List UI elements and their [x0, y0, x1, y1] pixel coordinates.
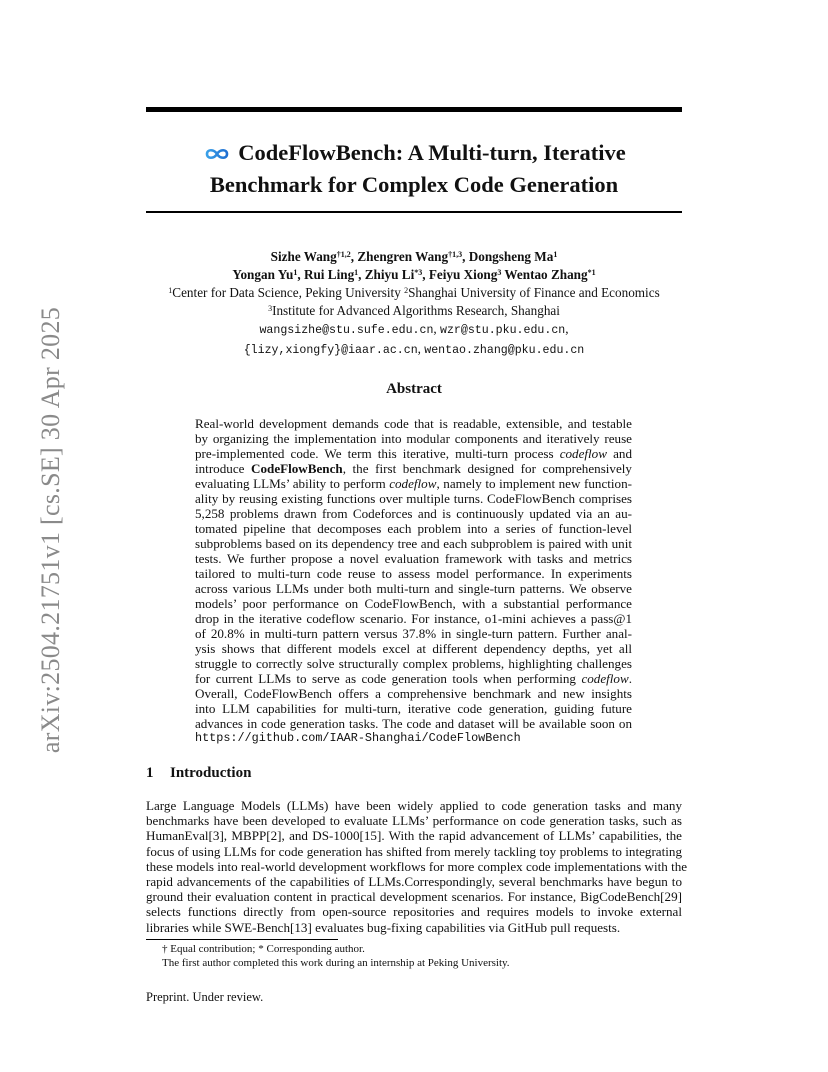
abstract-line: pre-implemented code. We term this iterative, multi-turn process codeflow and — [195, 446, 632, 461]
email-address[interactable]: wentao.zhang@pku.edu.cn — [424, 344, 585, 357]
affiliation: Center for Data Science, Peking University — [172, 285, 401, 300]
introduction-line: these models into real-world development workflows for more complex code implementations with the — [146, 858, 688, 874]
introduction-line: Large Language Models (LLMs) have been widely applied to code generation tasks and many — [146, 798, 682, 813]
infinity-logo-icon — [202, 140, 232, 170]
affiliation: Shanghai University of Finance and Economics — [408, 285, 660, 300]
author-name: Yongan Yu — [232, 267, 294, 282]
abstract-line: models’ poor performance on CodeFlowBench, with a substantial performance — [195, 596, 632, 611]
abstract-line: drop in the iterative codeflow scenario. For instance, o1-mini achieves a pass@1 — [195, 611, 632, 626]
abstract-line: ysis shows that different models excel at different dependency depths, yet all — [195, 641, 632, 656]
section-title: Introduction — [170, 765, 252, 781]
abstract-line: for current LLMs to serve as code generation tools when performing codeflow. — [195, 671, 632, 686]
author-affiliation-mark: *3 — [414, 268, 423, 277]
affiliation-line-1: $^1$Center for Data Science, Peking University $^2$Shanghai University of Finance and Economics — [168, 285, 660, 300]
email-line-2: {lizy,xiongfy}@iaar.ac.cn, wentao.zhang@pku.edu.cn — [243, 341, 585, 357]
abstract-line: introduce CodeFlowBench, the first benchmark designed for comprehensively — [195, 461, 632, 476]
abstract-line: ality by reusing existing functions over multiple turns. CodeFlowBench comprises — [195, 491, 632, 506]
abstract-line: advances in code generation tasks. The code and dataset will be available soon on — [195, 716, 632, 731]
abstract-line: Overall, CodeFlowBench offers a comprehensive benchmark and new insights — [195, 686, 632, 701]
introduction-line: rapid advancements of the capabilities of LLMs.Correspondingly, several benchmarks have begun to — [146, 874, 682, 889]
author-affiliation-mark: 1 — [293, 268, 298, 277]
author-line-1: Sizhe Wang$^{\dagger 1,2}$, Zhengren Wang$^{\dagger 1,3}$, Dongsheng Ma$^1$ — [270, 249, 558, 264]
title-line-1: CodeFlowBench: A Multi-turn, Iterative — [238, 140, 626, 165]
author-name: Dongsheng Ma — [468, 249, 554, 264]
introduction-line: ground their evaluation content in practical development scenarios. For instance, BigCodeBench[29] — [146, 889, 682, 905]
author-affiliation-mark: 3 — [497, 268, 502, 277]
abstract-line: tailored to multi-turn code reuse to assess model performance. In experiments — [195, 566, 632, 581]
abstract-line: 5,258 problems drawn from Codeforces and is continuously updated via an au- — [195, 506, 632, 521]
section-heading — [146, 765, 251, 782]
title-top-rule — [146, 107, 682, 112]
affiliation: Institute for Advanced Algorithms Research, Shanghai — [272, 303, 560, 318]
introduction-line: selects functions directly from open-source repositories and requires models to invoke external — [146, 904, 682, 920]
footnote-rule — [146, 939, 338, 940]
author-name: Zhiyu Li — [364, 267, 415, 282]
footnote-internship: The first author completed this work during an internship at Peking University. — [162, 957, 510, 969]
author-affiliation-mark: 1 — [354, 268, 359, 277]
title-line-2: Benchmark for Complex Code Generation — [209, 171, 619, 197]
email-address[interactable]: {lizy,xiongfy}@iaar.ac.cn — [243, 344, 418, 357]
introduction-line: HumanEval[3], MBPP[2], and DS-1000[15]. With the rapid advancement of LLMs’ capabilities, the — [146, 828, 682, 844]
abstract-line: struggle to correctly solve structurally complex problems, highlighting challenges — [195, 656, 632, 671]
affiliation-line-2: $^3$Institute for Advanced Algorithms Research, Shanghai — [268, 303, 560, 318]
introduction-line: benchmarks have been developed to evaluate LLMs’ performance on code generation tasks, such as — [146, 813, 682, 829]
author-affiliation-mark: *1 — [587, 268, 596, 277]
author-affiliation-mark: 1 — [553, 250, 558, 259]
author-name: Zhengren Wang — [357, 249, 449, 264]
abstract-line: tomated pipeline that decomposes each problem into a series of function-level — [195, 521, 632, 536]
author-name: Wentao Zhang — [504, 267, 588, 282]
author-block — [146, 248, 682, 360]
repository-link[interactable]: https://github.com/IAAR-Shanghai/CodeFlowBench — [195, 731, 521, 745]
footnote-equal-contribution: † Equal contribution; * Corresponding author. — [162, 943, 365, 955]
introduction-line: focus of using LLMs for code generation has shifted from merely tackling toy problems to integrating — [146, 843, 682, 859]
author-affiliation-mark: †1,3 — [448, 250, 463, 259]
author-line-2: Yongan Yu$^1$, Rui Ling$^1$, Zhiyu Li$^{*3}$, Feiyu Xiong$^3$ Wentao Zhang$^{*1}$ — [232, 267, 596, 282]
abstract-line: Real-world development demands code that is readable, extensible, and testable — [195, 416, 632, 431]
abstract-line: subproblems based on its dependency tree and each subproblem is paired with unit — [195, 536, 632, 551]
abstract-line: across various LLMs under both multi-turn and single-turn patterns. We observe — [195, 581, 632, 596]
preprint-note: Preprint. Under review. — [146, 990, 264, 1004]
author-affiliation-mark: †1,2 — [336, 250, 351, 259]
arxiv-identifier: arXiv:2504.21751v1 [cs.SE] 30 Apr 2025 — [36, 306, 65, 754]
email-address[interactable]: wangsizhe@stu.sufe.edu.cn — [259, 324, 434, 337]
introduction-line: libraries while SWE-Bench[13] evaluates bug-fixing capabilities via GitHub pull requests. — [146, 919, 621, 935]
email-line-1: wangsizhe@stu.sufe.edu.cn, wzr@stu.pku.edu.cn, — [259, 321, 569, 337]
paper-title — [146, 138, 682, 200]
section-number: 1 — [146, 765, 154, 781]
author-name: Feiyu Xiong — [428, 267, 498, 282]
abstract-line: tests. We further propose a novel evaluation framework with tasks and metrics — [195, 551, 632, 566]
abstract-line: into LLM capabilities for multi-turn, iterative code generation, guiding future — [195, 701, 632, 716]
abstract-line: of 20.8% in multi-turn pattern versus 37.8% in single-turn pattern. Further anal- — [195, 626, 632, 641]
abstract-heading: Abstract — [386, 381, 442, 397]
abstract-line: by organizing the implementation into modular components and iteratively reuse — [195, 431, 632, 446]
abstract-line: evaluating LLMs’ ability to perform codeflow, namely to implement new function- — [195, 476, 632, 491]
author-name: Sizhe Wang — [270, 249, 337, 264]
title-bottom-rule — [146, 211, 682, 213]
email-address[interactable]: wzr@stu.pku.edu.cn — [440, 324, 566, 337]
author-name: Rui Ling — [303, 267, 355, 282]
